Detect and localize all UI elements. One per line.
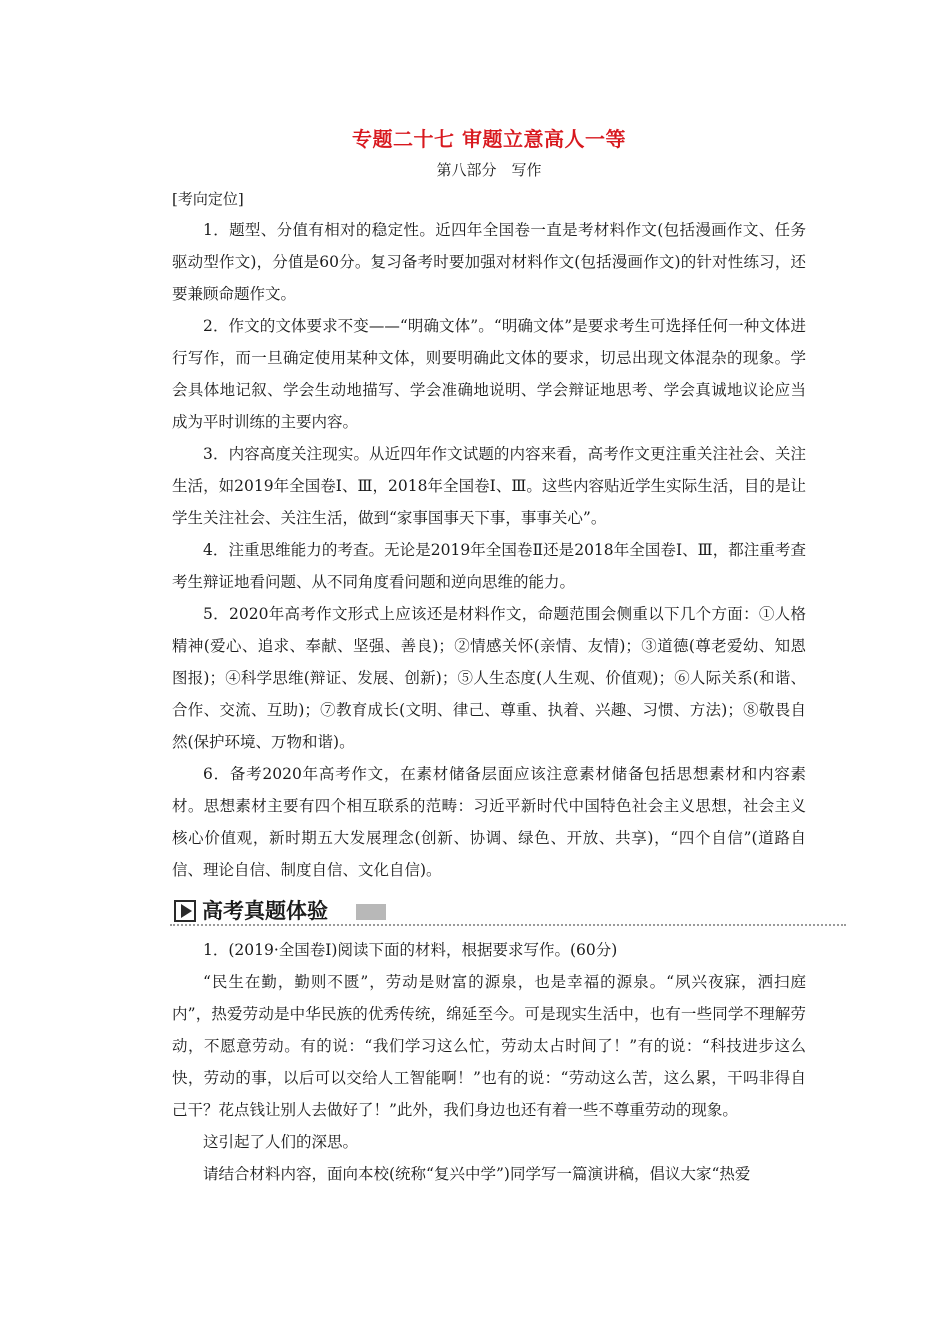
paragraph-4: 4．注重思维能力的考查。无论是2019年全国卷Ⅱ还是2018年全国卷Ⅰ、Ⅲ，都注重考查考生辩证地看问题、从不同角度看问题和逆向思维的能力。: [172, 541, 806, 591]
material-paragraph-2: 这引起了人们的深思。: [203, 1133, 359, 1151]
material-paragraph-3: 请结合材料内容，面向本校(统称“复兴中学”)同学写一篇演讲稿，倡议大家“热爱: [203, 1165, 751, 1183]
document-page: [172, 122, 806, 1190]
page-title: 专题二十七 审题立意高人一等: [352, 127, 626, 151]
paragraph-3: 3．内容高度关注现实。从近四年作文试题的内容来看，高考作文更注重关注社会、关注生活，如2019年全国卷Ⅰ、Ⅲ，2018年全国卷Ⅰ、Ⅲ。这些内容贴近学生实际生活，目的是让学生关注社会、关注生活，做到“家事国事天下事，事事关心”。: [172, 445, 806, 527]
paragraph-2: 2．作文的文体要求不变——“明确文体”。“明确文体”是要求考生可选择任何一种文体进行写作，而一旦确定使用某种文体，则要明确此文体的要求，切忌出现文体混杂的现象。学会具体地记叙、学会生动地描写、学会准确地说明、学会辩证地思考、学会真诚地议论应当成为平时训练的主要内容。: [172, 317, 806, 431]
banner-divider: [170, 924, 846, 926]
play-arrow-icon: [174, 900, 196, 922]
section-banner: [170, 892, 846, 932]
material-paragraph-1: “民生在勤，勤则不匮”，劳动是财富的源泉，也是幸福的源泉。“夙兴夜寐，洒扫庭内”，热爱劳动是中华民族的优秀传统，绵延至今。可是现实生活中，也有一些同学不理解劳动，不愿意劳动。有的说：“我们学习这么忙，劳动太占时间了！”有的说：“科技进步这么快，劳动的事，以后可以交给人工智能啊！”也有的说：“劳动这么苦，这么累，干吗非得自己干？花点钱让别人去做好了！”此外，我们身边也还有着一些不尊重劳动的现象。: [172, 973, 806, 1119]
banner-title: 高考真题体验: [202, 899, 328, 923]
paragraph-6: 6．备考2020年高考作文，在素材储备层面应该注意素材储备包括思想素材和内容素材。思想素材主要有四个相互联系的范畴：习近平新时代中国特色社会主义思想，社会主义核心价值观，新时期五大发展理念(创新、协调、绿色、开放、共享)，“四个自信”(道路自信、理论自信、制度自信、文化自信)。: [172, 765, 806, 879]
section-tag: [考向定位]: [172, 190, 244, 208]
paragraph-5: 5．2020年高考作文形式上应该还是材料作文，命题范围会侧重以下几个方面：①人格精神(爱心、追求、奉献、坚强、善良)；②情感关怀(亲情、友情)；③道德(尊老爱幼、知恩图报)；④科学思维(辩证、发展、创新)；⑤人生态度(人生观、价值观)；⑥人际关系(和谐、合作、交流、互助)；⑦教育成长(文明、律己、尊重、执着、兴趣、习惯、方法)；⑧敬畏自然(保护环境、万物和谐)。: [172, 605, 806, 751]
paragraph-1: 1．题型、分值有相对的稳定性。近四年全国卷一直是考材料作文(包括漫画作文、任务驱动型作文)，分值是60分。复习备考时要加强对材料作文(包括漫画作文)的针对性练习，还要兼顾命题作文。: [172, 221, 806, 303]
page-subtitle: 第八部分 写作: [436, 161, 542, 179]
question-prompt: 1．(2019·全国卷Ⅰ)阅读下面的材料，根据要求写作。(60分): [203, 941, 618, 959]
banner-decoration: [356, 904, 386, 920]
